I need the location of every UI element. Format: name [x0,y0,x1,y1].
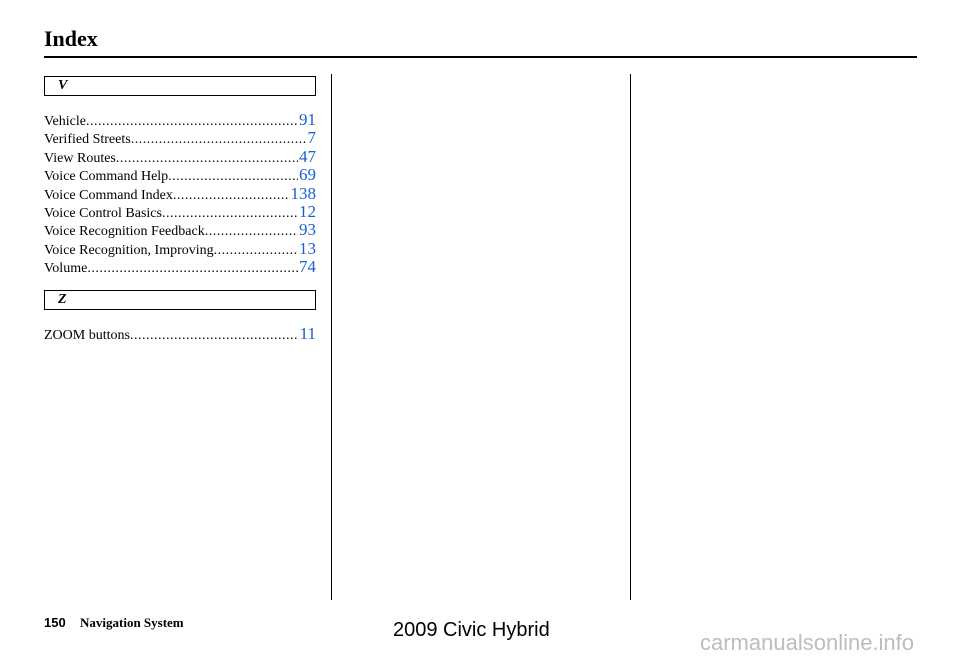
index-entry[interactable] [44,165,316,183]
index-entry-list [44,324,316,342]
entry-label: Verified Streets [44,132,131,147]
page-link[interactable]: 91 [299,110,316,129]
entry-label: Voice Command Index [44,187,173,202]
entry-label: Voice Control Basics [44,205,162,221]
source-site-watermark: carmanualsonline.info [700,630,915,655]
index-entry-list [44,110,316,276]
section-letter-header: V [44,76,316,96]
page-title: Index [44,26,98,51]
page-link[interactable]: 138 [290,183,316,202]
index-entry[interactable] [44,184,316,202]
index-entry[interactable] [44,147,316,165]
index-entry[interactable] [44,324,316,342]
footer-page-number: 150 [44,615,66,630]
page-link[interactable]: 11 [299,324,316,343]
dot-leader [162,206,298,220]
index-entry[interactable] [44,239,316,257]
page-link[interactable]: 12 [299,201,316,221]
index-entry[interactable] [44,220,316,238]
entry-label: Voice Command Help [44,169,169,184]
dot-leader [116,151,298,165]
section-letter-header: Z [44,290,316,310]
dot-leader [87,261,298,275]
index-section-z [44,290,316,342]
page-link[interactable]: 69 [299,165,316,184]
index-entry[interactable] [44,257,316,275]
page-link[interactable]: 7 [307,128,316,147]
page-link[interactable]: 47 [299,146,316,166]
dot-leader [173,188,290,202]
dot-leader [168,169,298,183]
entry-label: Volume [44,261,88,276]
column-divider-2 [630,74,631,600]
entry-label: ZOOM buttons [44,328,130,343]
index-entry[interactable] [44,202,316,220]
page-link[interactable]: 93 [299,220,316,239]
entry-label: Voice Recognition Feedback [44,224,205,239]
dot-leader [205,224,298,238]
column-divider-1 [331,74,332,600]
index-section-v [44,76,316,276]
entry-label: Vehicle [44,114,86,129]
title-divider [44,56,917,58]
entry-label: View Routes [44,150,116,166]
dot-leader [214,243,298,257]
dot-leader [86,114,298,128]
index-entry[interactable] [44,128,316,146]
dot-leader [130,328,299,342]
vehicle-watermark: 2009 Civic Hybrid [393,619,550,641]
page-link[interactable]: 13 [299,238,316,258]
page-link[interactable]: 74 [299,257,316,276]
dot-leader [131,132,307,146]
entry-label: Voice Recognition, Improving [44,242,214,258]
index-entry[interactable] [44,110,316,128]
footer-book-title: Navigation System [80,615,184,630]
